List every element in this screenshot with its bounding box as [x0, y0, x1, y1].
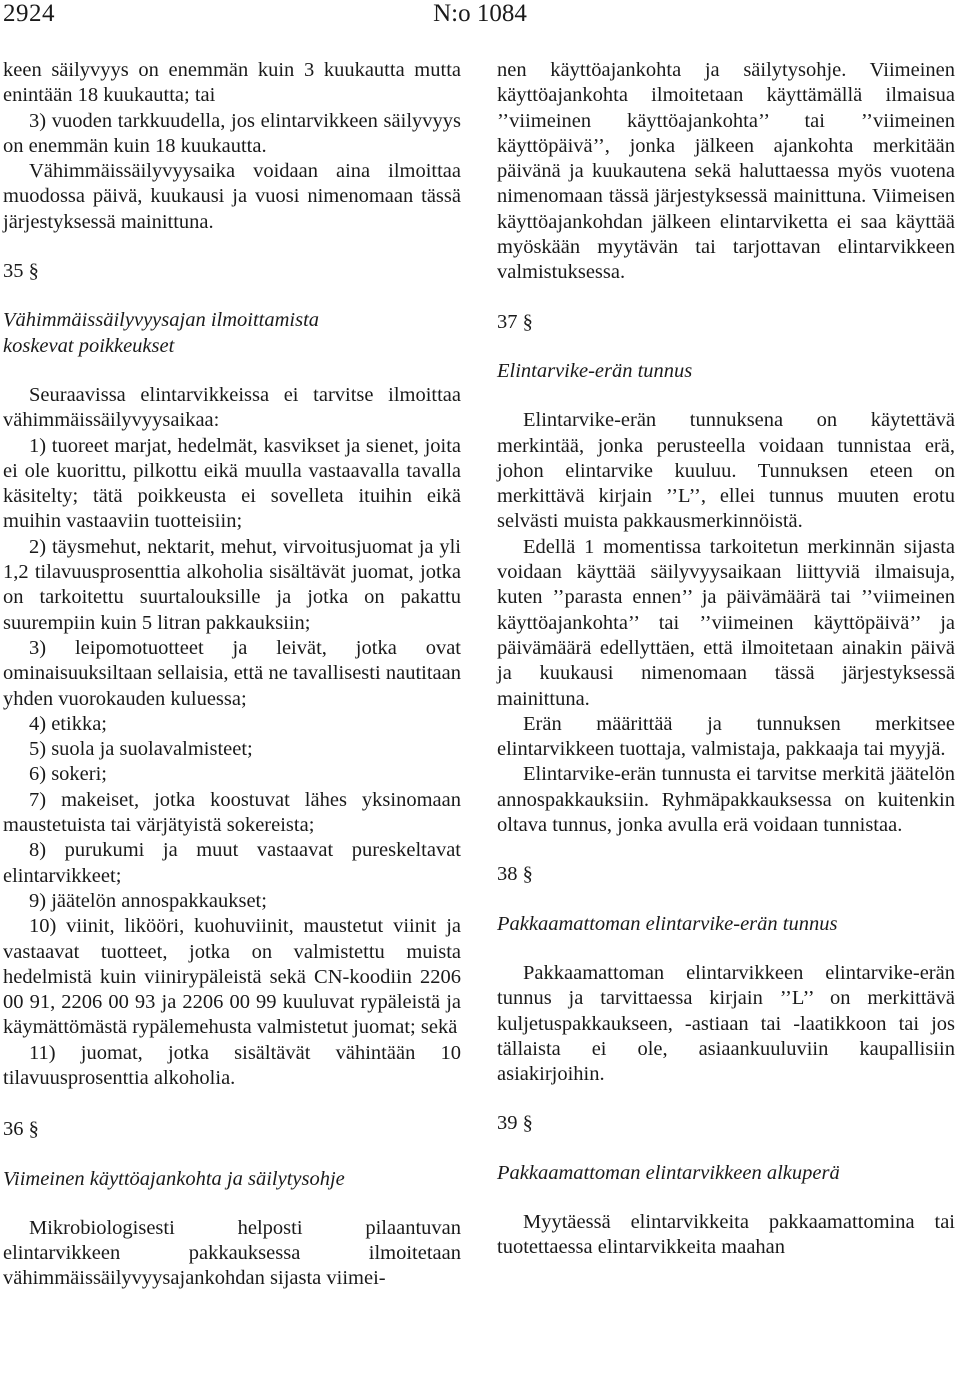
list-item: 10) viinit, likööri, kuohuviinit, maustetut viinit ja vastaavat tuotteet, jotka on valmistettu muista hedelmistä kuin viinirypäleistä sekä CN-koodiin 2206 00 91, 2206 00 93 ja 2206 00 99 kuuluvat rypäleistä ja käymättömästä rypälemehusta valmistetut juomat; sekä — [3, 915, 461, 1039]
list-item: 7) makeiset, jotka koostuvat lähes yksinomaan maustetuista tai värjätyistä sokereista; — [3, 788, 461, 837]
list-item: 3) leipomotuotteet ja leivät, jotka ovat ominaisuuksiltaan sellaisia, että ne tavallisesti nautitaan yhden vuorokauden kuluessa; — [3, 636, 461, 710]
section-title-line: Vähimmäissäilyvyysajan ilmoittamista — [3, 309, 320, 332]
paragraph: nen käyttöajankohta ja säilytysohje. Viimeinen käyttöajankohta ilmoitetaan käyttämällä ilmaisua ’’viimeinen käyttöajankohta’’ tai ’’viimeinen käyttöpäivä’’, jonka jälkeen ajankohta merkitään päivänä ja kuukautena sekä haluttaessa myös vuotena nimenomaan tässä järjestyksessä mainittuna. Viimeisen käyttöajankohdan jälkeen elintarviketta ei saa käyttää myöskään myytävän tai tarjottavan elintarvikkeen valmistuksessa. — [497, 59, 955, 284]
page-number: 2924 — [3, 0, 55, 27]
list-item: 11) juomat, jotka sisältävät vähintään 10 tilavuusprosenttia alkoholia. — [3, 1041, 461, 1089]
list-item: 8) purukumi ja muut vastaavat pureskeltavat elintarvikkeet; — [3, 839, 461, 887]
page-header — [0, 0, 960, 32]
list-item: 2) täysmehut, nektarit, mehut, virvoitusjuomat ja yli 1,2 tilavuusprosenttia alkoholia sisältävät juomat, jotka on tarkoitettu suurtalouksille ja jotka on pakattu suurempiin kuin 5 litran pakkauksiin; — [3, 535, 461, 634]
paragraph: Mikrobiologisesti helposti pilaantuvan elintarvikkeen pakkauksessa ilmoitetaan vähimmäissäilyvyysajankohdan sijasta viimei- — [3, 1216, 461, 1290]
section-number: 39 § — [497, 1112, 533, 1135]
list-item: 1) tuoreet marjat, hedelmät, kasvikset ja sienet, joita ei ole kuorittu, pilkottu eikä muulla vastaavalla tavalla käsitelty; tätä poikkeusta ei sovelleta ituihin eikä muihin vastaaviin tuotteisiin; — [3, 434, 461, 533]
section-number: 37 § — [497, 310, 533, 333]
list-item: 3) vuoden tarkkuudella, jos elintarvikkeen säilyvyys on enemmän kuin 18 kuukautta. — [3, 109, 461, 157]
paragraph: Erän määrittää ja tunnuksen merkitsee elintarvikkeen tuottaja, valmistaja, pakkaaja tai myyjä. — [497, 712, 955, 761]
section-number: 36 § — [3, 1118, 39, 1141]
paragraph: Vähimmäissäilyvyysaika voidaan aina ilmoittaa muodossa päivä, kuukausi ja vuosi nimenomaan tässä järjestyksessä mainittuna. — [3, 160, 461, 233]
paragraph: Edellä 1 momentissa tarkoitetun merkinnän sijasta voidaan käyttää säilyvyysaikaan liittyviä ilmaisuja, kuten ’’parasta ennen’’ ja päivämäärä tai ’’viimeinen käyttöajankohta’’ tai ’’viimeinen käyttöpäivä’’ ja päivämäärä edellyttäen, että ilmoitetaan ainakin päivä ja kuukausi nimenomaan tässä järjestyksessä mainittuna. — [497, 535, 955, 710]
left-column — [3, 58, 461, 1292]
paragraph: keen säilyvyys on enemmän kuin 3 kuukautta mutta enintään 18 kuukautta; tai — [3, 59, 461, 107]
section-title: Pakkaamattoman elintarvikkeen alkuperä — [497, 1161, 840, 1184]
right-column — [497, 58, 955, 1261]
list-item: 6) sokeri; — [29, 763, 107, 786]
section-number: 38 § — [497, 863, 533, 886]
list-item: 4) etikka; — [29, 712, 107, 735]
section-title — [3, 308, 461, 359]
section-title: Elintarvike-erän tunnus — [497, 359, 693, 382]
paragraph: Myytäessä elintarvikkeita pakkaamattomina tai tuotettaessa elintarvikkeita maahan — [497, 1210, 955, 1259]
section-title: Pakkaamattoman elintarvike-erän tunnus — [497, 912, 838, 935]
section-number: 35 § — [3, 260, 39, 283]
paragraph: Pakkaamattoman elintarvikkeen elintarvike-erän tunnus ja tarvittaessa kirjain ’’L’’ on merkittävä kuljetuspakkaukseen, -astiaan tai -laatikkoon tai jos tällaista ei ole, asiaankuuluviin kaupallisiin asiakirjoihin. — [497, 961, 955, 1086]
paragraph: Elintarvike-erän tunnuksena on käytettävä merkintää, jonka perusteella voidaan tunnistaa erä, johon elintarvike kuuluu. Tunnuksen eteen on merkittävä kirjain ’’L’’, ellei tunnus muuten erotu selvästi muista pakkausmerkinnöistä. — [497, 409, 955, 533]
issue-number: N:o 1084 — [433, 0, 527, 27]
section-title-line: koskevat poikkeukset — [3, 334, 175, 357]
list-item: 9) jäätelön annospakkaukset; — [29, 889, 267, 912]
paragraph: Seuraavissa elintarvikkeissa ei tarvitse ilmoittaa vähimmäissäilyvyysaikaa: — [3, 383, 461, 432]
list-item: 5) suola ja suolavalmisteet; — [29, 738, 253, 761]
paragraph: Elintarvike-erän tunnusta ei tarvitse merkitä jäätelön annospakkauksiin. Ryhmäpakkauksessa on kuitenkin oltava tunnus, jonka avulla erä voidaan tunnistaa. — [497, 763, 955, 837]
section-title: Viimeinen käyttöajankohta ja säilytysohje — [3, 1167, 345, 1190]
